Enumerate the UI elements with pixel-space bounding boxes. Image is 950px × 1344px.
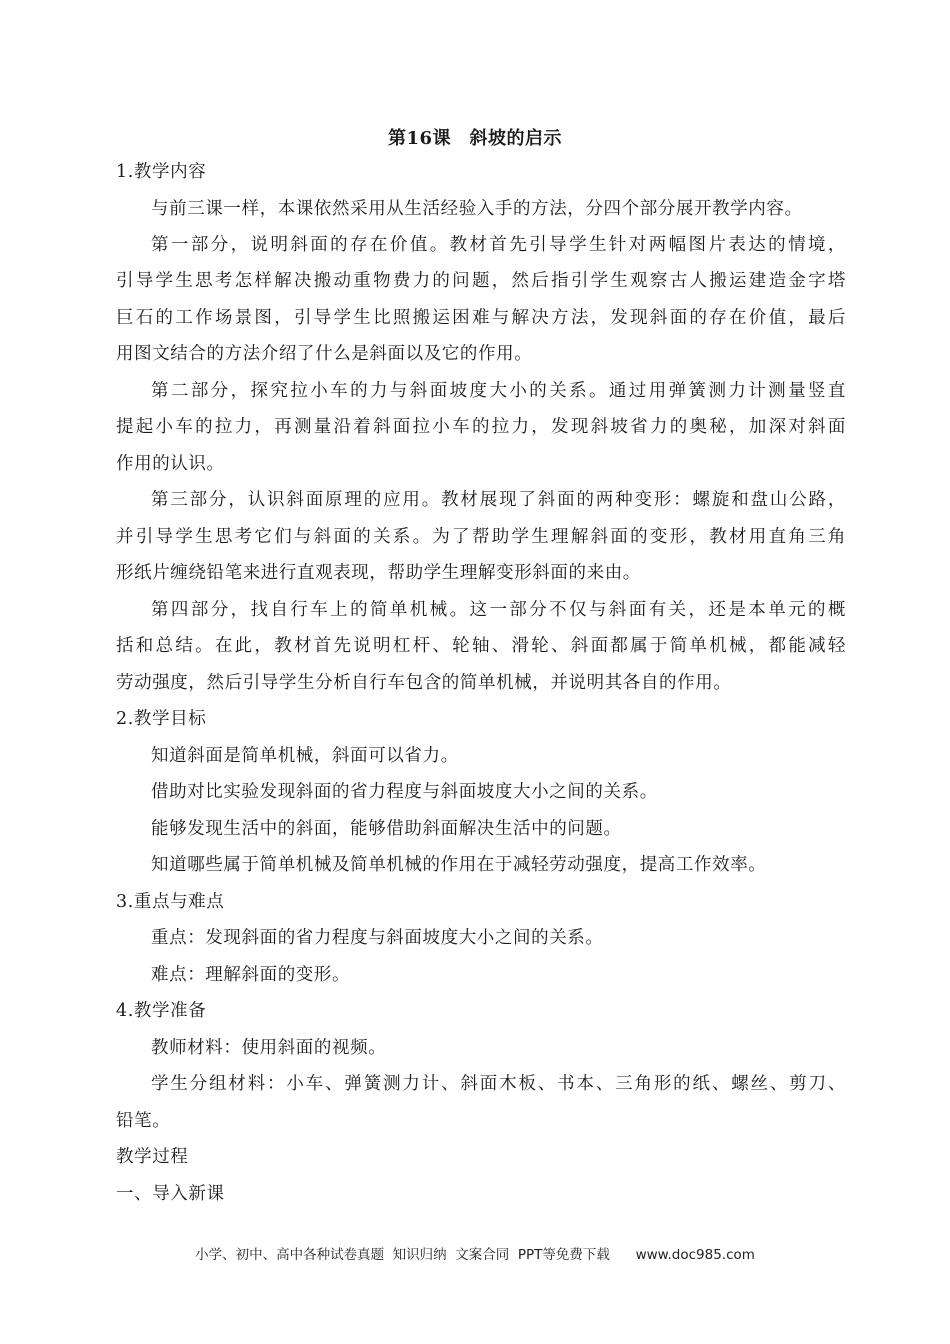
lesson-title: 第16课 斜坡的启示 [387, 128, 563, 149]
part4-line: 括和总结。在此，教材首先说明杠杆、轮轴、滑轮、斜面都属于简单机械，都能减轻 [116, 636, 846, 656]
part3-line: 并引导学生思考它们与斜面的关系。为了帮助学生理解斜面的变形，教材用直角三角 [116, 527, 846, 547]
student-materials-line: 铅笔。 [116, 1111, 171, 1131]
goal-item: 知道哪些属于简单机械及简单机械的作用在于减轻劳动强度，提高工作效率。 [151, 855, 767, 875]
section-heading-process: 教学过程 [116, 1147, 189, 1167]
part3-line: 第三部分，认识斜面原理的应用。教材展现了斜面的两种变形：螺旋和盘山公路， [151, 490, 846, 510]
part1-line: 巨石的工作场景图，引导学生比照搬运困难与解决方法，发现斜面的存在价值，最后 [116, 308, 846, 328]
part2-line: 提起小车的拉力，再测量沿着斜面拉小车的拉力，发现斜坡省力的奥秘，加深对斜面 [116, 417, 846, 437]
section-heading-preparation: 4.教学准备 [116, 1001, 207, 1021]
section-heading-content: 1.教学内容 [116, 162, 207, 182]
part4-line: 第四部分，找自行车上的简单机械。这一部分不仅与斜面有关，还是本单元的概 [151, 600, 846, 620]
part1-line: 第一部分，说明斜面的存在价值。教材首先引导学生针对两幅图片表达的情境， [151, 235, 846, 255]
section-heading-key-points: 3.重点与难点 [116, 892, 225, 912]
teacher-materials: 教师材料：使用斜面的视频。 [151, 1038, 387, 1058]
subsection-heading-intro: 一、导入新课 [116, 1184, 225, 1204]
difficulty-point: 难点：理解斜面的变形。 [151, 965, 351, 985]
student-materials-line: 学生分组材料：小车、弹簧测力计、斜面木板、书本、三角形的纸、螺丝、剪刀、 [151, 1074, 846, 1094]
part2-line: 第二部分，探究拉小车的力与斜面坡度大小的关系。通过用弹簧测力计测量竖直 [151, 381, 846, 401]
section-heading-goals: 2.教学目标 [116, 709, 207, 729]
goal-item: 能够发现生活中的斜面，能够借助斜面解决生活中的问题。 [151, 819, 622, 839]
part4-line: 劳动强度，然后引导学生分析自行车包含的简单机械，并说明其各自的作用。 [116, 673, 732, 693]
key-point: 重点：发现斜面的省力程度与斜面坡度大小之间的关系。 [151, 928, 604, 948]
goal-item: 知道斜面是简单机械，斜面可以省力。 [151, 746, 459, 766]
part2-line: 作用的认识。 [116, 454, 225, 474]
part3-line: 形纸片缠绕铅笔来进行直观表现，帮助学生理解变形斜面的来由。 [116, 563, 641, 583]
part1-line: 用图文结合的方法介绍了什么是斜面以及它的作用。 [116, 344, 533, 364]
part1-line: 引导学生思考怎样解决搬动重物费力的问题，然后指引学生观察古人搬运建造金字塔 [116, 271, 846, 291]
page-footer: 小学、初中、高中各种试卷真题 知识归纳 文案合同 PPT等免费下载 www.doc985.com [195, 1247, 755, 1263]
goal-item: 借助对比实验发现斜面的省力程度与斜面坡度大小之间的关系。 [151, 782, 658, 802]
paragraph-intro: 与前三课一样，本课依然采用从生活经验入手的方法，分四个部分展开教学内容。 [151, 199, 803, 219]
